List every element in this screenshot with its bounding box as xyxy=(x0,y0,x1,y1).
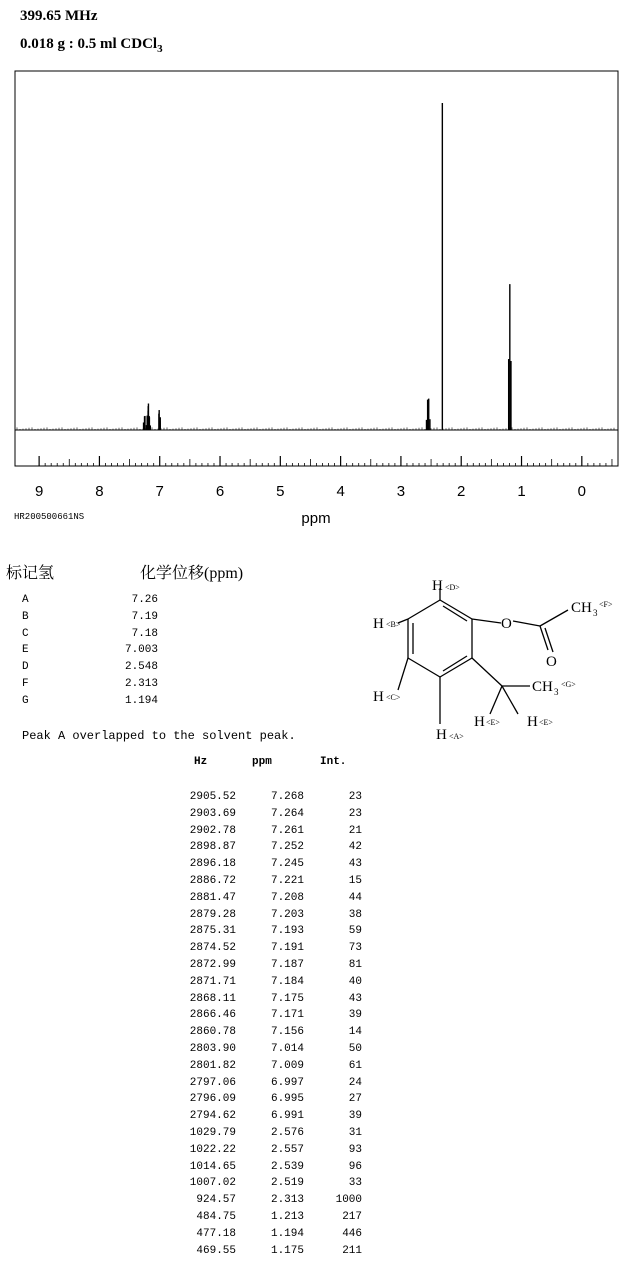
table-row xyxy=(0,841,370,857)
assignment-label: C xyxy=(22,627,29,640)
peak-intensity: 23 xyxy=(348,791,362,803)
peak-hz: 2898.87 xyxy=(189,841,236,854)
x-tick-label: 2 xyxy=(457,483,466,500)
peak-hz: 477.18 xyxy=(196,1227,236,1240)
assignment-row xyxy=(22,644,162,660)
label-f: <F> xyxy=(599,600,613,609)
assignment-label-header: 标记氢 xyxy=(6,565,55,582)
peak-hz: 1007.02 xyxy=(189,1177,236,1190)
peak-intensity: 73 xyxy=(348,942,362,955)
assignment-row xyxy=(22,594,162,610)
peak-intensity: 81 xyxy=(348,959,362,971)
table-row xyxy=(0,1194,370,1210)
peak-hz: 2801.82 xyxy=(189,1059,236,1072)
atom-h-e2: H xyxy=(527,714,538,730)
table-row xyxy=(0,1043,370,1059)
x-axis-ticks xyxy=(39,456,612,466)
label-b: <B> xyxy=(386,620,401,629)
peak-ppm: 2.519 xyxy=(270,1177,304,1190)
peak-hz: 2879.28 xyxy=(189,908,236,921)
substituent-bonds xyxy=(398,588,568,724)
peak-hz: 1014.65 xyxy=(189,1160,236,1173)
peak-hz: 484.75 xyxy=(196,1211,236,1223)
label-e1: <E> xyxy=(486,718,500,727)
peak-ppm: 7.193 xyxy=(270,925,304,938)
overlap-note: Peak A overlapped to the solvent peak. xyxy=(22,729,296,743)
peak-ppm: 7.245 xyxy=(270,858,304,871)
peak-intensity: 93 xyxy=(348,1143,362,1156)
x-tick-label: 7 xyxy=(155,483,164,500)
peak-hz: 2896.18 xyxy=(189,858,236,871)
label-e2: <E> xyxy=(539,718,553,727)
peak-intensity: 23 xyxy=(348,807,362,820)
atom-labels xyxy=(373,578,613,743)
sample-subscript: 3 xyxy=(157,43,163,55)
table-row xyxy=(0,1093,370,1109)
peak-ppm: 7.268 xyxy=(270,791,304,803)
table-row xyxy=(0,808,370,824)
table-row xyxy=(0,875,370,891)
assignment-label: D xyxy=(22,661,29,674)
peak-hz: 1029.79 xyxy=(189,1127,236,1139)
atom-h-b: H xyxy=(373,616,384,632)
peak-header-int: Int. xyxy=(320,756,347,768)
atom-oxygen-carbonyl: O xyxy=(546,654,557,670)
x-tick-label: 0 xyxy=(577,483,586,500)
peak-hz: 2871.71 xyxy=(189,975,236,988)
peak-ppm: 7.156 xyxy=(270,1026,304,1039)
table-row xyxy=(0,1127,370,1143)
peak-intensity: 15 xyxy=(348,875,362,887)
peak-ppm: 7.252 xyxy=(270,841,304,854)
peak-ppm: 7.191 xyxy=(270,942,304,955)
peak-intensity: 50 xyxy=(348,1043,362,1055)
peak-intensity: 31 xyxy=(348,1127,362,1139)
peak-intensity: 21 xyxy=(348,824,362,837)
table-row xyxy=(0,942,370,958)
peak-ppm: 2.576 xyxy=(270,1127,304,1139)
atom-ch3-f: CH xyxy=(571,600,592,616)
spectrometer-frequency: 399.65 MHz xyxy=(20,8,98,24)
peak-hz: 2796.09 xyxy=(189,1093,236,1106)
peak-hz: 2794.62 xyxy=(189,1110,236,1123)
x-tick-label: 9 xyxy=(34,483,44,500)
assignment-shift: 2.313 xyxy=(124,678,158,690)
peak-hz: 469.55 xyxy=(196,1244,236,1257)
peak-header-ppm: ppm xyxy=(252,756,272,768)
peak-ppm: 7.184 xyxy=(270,975,304,988)
table-row xyxy=(0,925,370,941)
x-tick-label: 3 xyxy=(396,483,406,500)
peak-ppm: 7.221 xyxy=(270,875,304,887)
peak-intensity: 40 xyxy=(348,975,362,988)
table-row xyxy=(0,825,370,841)
assignment-label: B xyxy=(22,610,29,623)
peak-hz: 2875.31 xyxy=(189,925,236,938)
atom-h-c: H xyxy=(373,689,384,705)
peak-ppm: 7.009 xyxy=(270,1059,304,1072)
peak-intensity: 43 xyxy=(348,992,362,1005)
peak-ppm: 2.539 xyxy=(270,1160,304,1173)
table-row xyxy=(0,1245,370,1261)
peak-ppm: 1.175 xyxy=(270,1244,304,1257)
peak-intensity: 38 xyxy=(348,908,362,921)
peak-hz: 2803.90 xyxy=(189,1043,236,1055)
peak-intensity: 96 xyxy=(348,1160,362,1173)
assignment-shift: 1.194 xyxy=(124,694,158,707)
peak-hz: 2872.99 xyxy=(189,959,236,971)
sample-text: 0.018 g : 0.5 ml CDCl xyxy=(20,36,158,52)
sample-concentration xyxy=(20,36,163,55)
peak-ppm: 2.313 xyxy=(270,1194,304,1207)
plot-frame xyxy=(15,71,618,466)
peak-intensity: 27 xyxy=(348,1093,362,1106)
peak-header-hz: Hz xyxy=(194,756,208,768)
table-row xyxy=(0,1177,370,1193)
assignment-row xyxy=(22,678,162,694)
peak-intensity: 59 xyxy=(348,925,362,938)
table-row xyxy=(0,1161,370,1177)
peak-intensity: 1000 xyxy=(335,1194,362,1207)
molecule-structure xyxy=(368,574,624,744)
x-tick-label: 6 xyxy=(215,483,225,500)
peak-intensity: 61 xyxy=(348,1059,362,1072)
assignment-shift: 7.003 xyxy=(124,644,158,657)
peak-ppm: 7.171 xyxy=(270,1009,304,1022)
assignment-row xyxy=(22,628,162,644)
assignment-shift: 7.18 xyxy=(131,627,158,640)
label-d: <D> xyxy=(445,583,460,592)
ch3-f-subscript: 3 xyxy=(593,608,598,618)
table-row xyxy=(0,1211,370,1227)
peak-intensity: 33 xyxy=(348,1177,362,1190)
peak-hz: 2886.72 xyxy=(189,875,236,887)
peak-ppm: 1.213 xyxy=(270,1211,304,1223)
label-a: <A> xyxy=(449,732,464,741)
peak-intensity: 211 xyxy=(342,1244,362,1257)
peak-intensity: 44 xyxy=(348,891,362,904)
peak-hz: 924.57 xyxy=(196,1194,236,1207)
peak-hz: 2797.06 xyxy=(189,1076,236,1089)
table-row xyxy=(0,1144,370,1160)
assignment-label: F xyxy=(22,678,29,690)
peak-ppm: 6.995 xyxy=(270,1093,304,1106)
assignment-shift: 7.26 xyxy=(131,594,158,606)
peak-intensity: 39 xyxy=(348,1009,362,1022)
peak-hz: 2866.46 xyxy=(189,1009,236,1022)
assignment-label: E xyxy=(22,644,29,657)
x-tick-label: 5 xyxy=(276,483,285,500)
peak-intensity: 43 xyxy=(348,858,362,871)
peak-intensity: 39 xyxy=(348,1110,362,1123)
peak-hz: 2903.69 xyxy=(189,807,236,820)
benzene-ring xyxy=(408,600,472,677)
table-row xyxy=(0,892,370,908)
table-row xyxy=(0,909,370,925)
peak-ppm: 6.997 xyxy=(270,1076,304,1089)
peak-hz: 2905.52 xyxy=(189,791,236,803)
x-axis-tick-labels xyxy=(35,483,586,500)
table-row xyxy=(0,993,370,1009)
atom-h-a: H xyxy=(436,727,447,743)
label-g: <G> xyxy=(561,680,576,689)
table-row xyxy=(0,959,370,975)
peak-hz: 2902.78 xyxy=(189,824,236,837)
x-tick-label: 1 xyxy=(517,483,526,500)
spectrum-code: HR200500661NS xyxy=(14,512,85,522)
peak-hz: 2860.78 xyxy=(189,1026,236,1039)
table-row xyxy=(0,791,370,807)
nmr-spectrum-chart xyxy=(0,60,624,530)
atom-h-d: H xyxy=(432,578,443,594)
x-tick-label: 4 xyxy=(336,483,345,500)
peak-hz: 1022.22 xyxy=(189,1143,236,1156)
peak-intensity: 24 xyxy=(348,1076,362,1089)
peak-hz: 2868.11 xyxy=(189,992,236,1005)
atom-h-e1: H xyxy=(474,714,485,730)
table-row xyxy=(0,858,370,874)
table-row xyxy=(0,1009,370,1025)
table-row xyxy=(0,1228,370,1244)
peak-lines xyxy=(144,103,511,430)
assignment-label: G xyxy=(22,694,29,707)
peak-ppm: 7.175 xyxy=(270,992,304,1005)
x-tick-label: 8 xyxy=(95,483,104,500)
x-axis-label: ppm xyxy=(301,510,331,527)
peak-hz: 2881.47 xyxy=(189,891,236,904)
assignment-shift: 7.19 xyxy=(131,610,158,623)
peak-ppm: 7.261 xyxy=(270,824,304,837)
label-c: <C> xyxy=(386,693,401,702)
assignment-row xyxy=(22,695,162,711)
assignment-label: A xyxy=(22,594,29,606)
peak-ppm: 1.194 xyxy=(270,1227,304,1240)
assignment-row xyxy=(22,611,162,627)
peak-intensity: 14 xyxy=(348,1026,362,1039)
peak-intensity: 446 xyxy=(342,1227,362,1240)
assignment-shift-header: 化学位移(ppm) xyxy=(140,565,244,582)
table-row xyxy=(0,1026,370,1042)
peak-ppm: 7.264 xyxy=(270,807,304,820)
peak-ppm: 7.187 xyxy=(270,959,304,971)
peak-ppm: 7.208 xyxy=(270,891,304,904)
table-row xyxy=(0,976,370,992)
peak-intensity: 217 xyxy=(342,1211,362,1223)
atom-ch3-g: CH xyxy=(532,679,553,695)
peak-ppm: 7.203 xyxy=(270,908,304,921)
assignment-shift: 2.548 xyxy=(124,661,158,674)
peak-ppm: 7.014 xyxy=(270,1043,304,1055)
assignment-row xyxy=(22,661,162,677)
ch3-g-subscript: 3 xyxy=(554,687,559,697)
table-row xyxy=(0,1077,370,1093)
atom-oxygen-ester: O xyxy=(501,616,512,632)
peak-intensity: 42 xyxy=(348,841,362,854)
table-row xyxy=(0,1110,370,1126)
table-row xyxy=(0,1060,370,1076)
peak-hz: 2874.52 xyxy=(189,942,236,955)
peak-ppm: 2.557 xyxy=(270,1143,304,1156)
peak-ppm: 6.991 xyxy=(270,1110,304,1123)
